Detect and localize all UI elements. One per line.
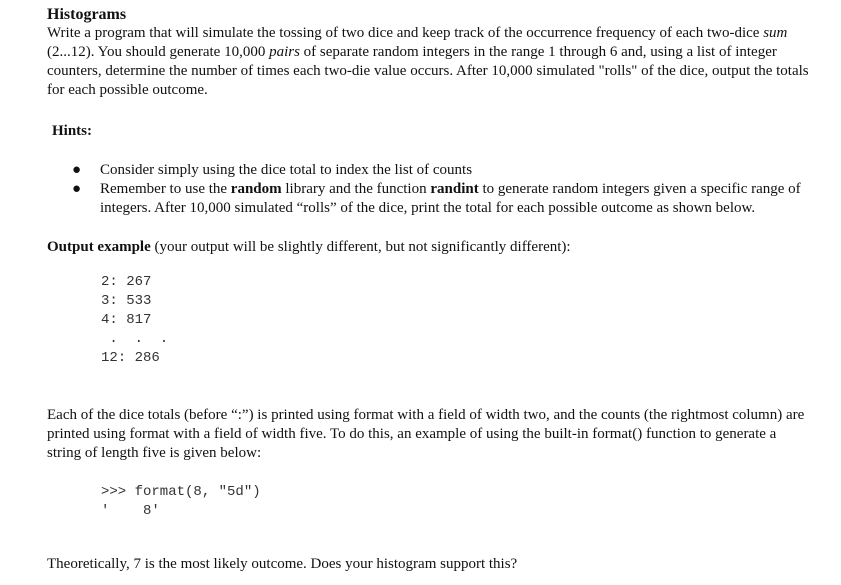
output-example-heading [47,238,827,257]
hint-text-d: to generate random integers given a specific range of integers. After 10,000 simulated “rolls” of the dice, print the total for each possible outcome as shown below. [100,181,801,216]
code-line: >>> format(8, "5d") [101,484,261,500]
document-page [47,5,827,572]
code-line: 4: 817 [101,312,152,328]
output-example-bold: Output example [47,239,151,255]
hint-text: Consider simply using the dice total to index the list of counts [100,162,473,178]
code-ellipsis: . . . [101,331,169,347]
hint-item [47,161,820,180]
hint-text-a: Remember to use the [100,181,231,197]
intro-text-1: Write a program that will simulate the tossing of two dice and keep track of the occurrence frequency of each two-dice [47,25,764,41]
hints-list [47,161,827,218]
hint-text-c: library and the function [281,181,431,197]
format-paragraph: Each of the dice totals (before “:”) is printed using format with a field of width two, and the counts (the rightmost column) are printed using format with a field of width five. To do this, an example of using the built-in format() function to generate a string of length five is given below: [47,407,805,461]
hints-heading: Hints: [52,123,93,139]
pairs-emphasis: pairs [269,44,300,60]
format-example-code [101,483,827,521]
intro-text-3: of separate random integers in the range 1 through 6 and, using a list of integer counters, determine the number of times each two-die value occurs. After 10,000 simulated "rolls" of the dice, output the totals for each possible outcome. [47,44,809,98]
output-example-code [101,273,827,368]
final-question: Theoretically, 7 is the most likely outcome. Does your histogram support this? [47,556,518,572]
intro-text-2: (2...12). You should generate 10,000 [47,44,270,60]
random-keyword: random [230,181,282,197]
sum-emphasis: sum [763,25,788,41]
bullet-icon: ● [72,162,82,178]
bullet-icon: ● [72,181,82,197]
hint-item [47,180,820,218]
randint-keyword: randint [430,181,479,197]
code-line: 2: 267 [101,274,152,290]
code-line: 3: 533 [101,293,152,309]
intro-paragraph [47,24,822,100]
code-line: ' 8' [101,503,160,519]
code-line: 12: 286 [101,350,160,366]
output-example-rest: (your output will be slightly different, but not significantly different): [150,239,571,255]
page-title: Histograms [47,6,127,23]
